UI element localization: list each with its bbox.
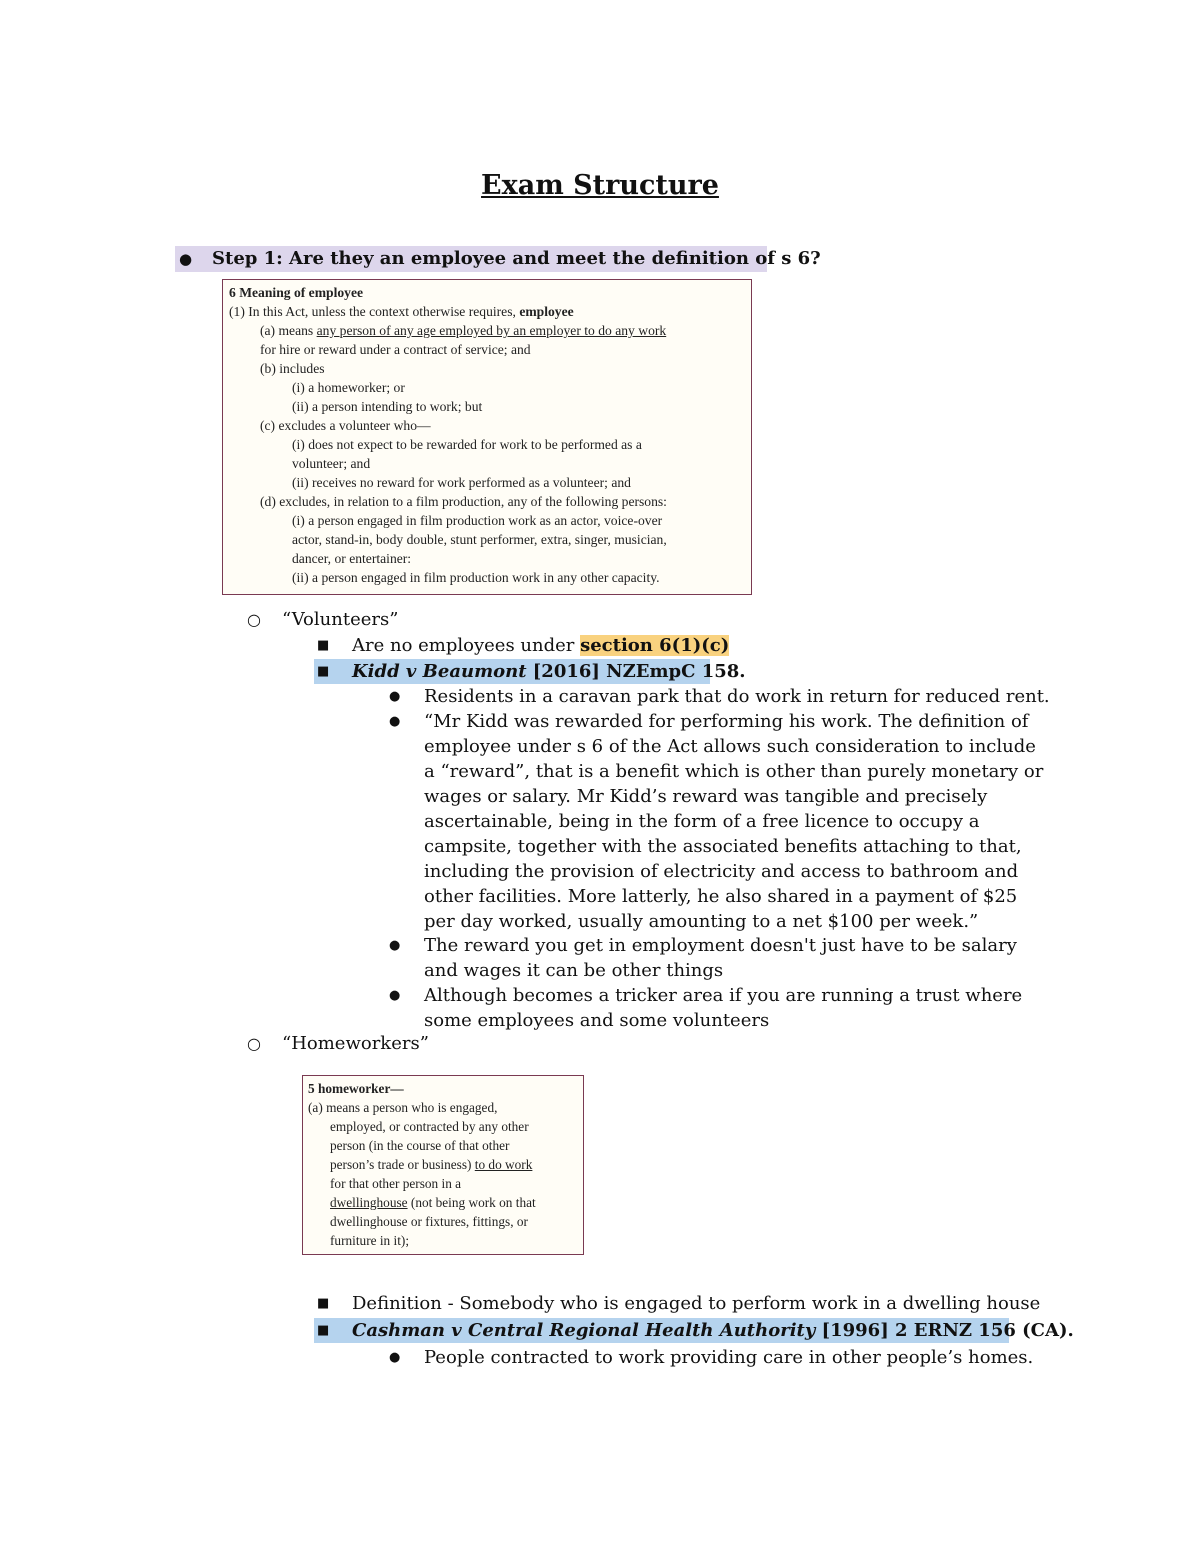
bullet-icon: ● bbox=[179, 250, 193, 268]
square-bullet-icon: ■ bbox=[317, 638, 330, 653]
case-kidd-v-beaumont: Kidd v Beaumont [2016] NZEmpC 158. bbox=[352, 661, 746, 682]
step-1-heading bbox=[175, 246, 821, 272]
dot-bullet-icon: ● bbox=[389, 988, 401, 1003]
hollow-bullet-icon: ○ bbox=[247, 610, 261, 629]
dot-bullet-icon: ● bbox=[389, 938, 401, 953]
s6-line-d-ii: (ii) a person engaged in film production work in any other capacity. bbox=[292, 570, 660, 585]
square-bullet-icon: ■ bbox=[317, 1323, 330, 1338]
s6-line-d: (d) excludes, in relation to a film production, any of the following persons: bbox=[260, 494, 667, 509]
dot-bullet-icon: ● bbox=[389, 714, 401, 729]
volunteers-item-section: Are no employees under section 6(1)(c) bbox=[352, 635, 730, 656]
s6-line-d-i-cont: actor, stand-in, body double, stunt performer, extra, singer, musician, bbox=[292, 532, 667, 547]
volunteers-point-2: “Mr Kidd was rewarded for performing his work. The definition of employee under s 6 of the Act allows such consideration to include a “reward”, that is a benefit which is other than purely monetary or wages or salary. Mr Kidd’s reward was tangible and precisely ascertainable, being in the form of a free licence to occupy a campsite, together with the associated benefits attaching to that, including the provision of electricity and access to bathroom and other facilities. More latterly, he also shared in a payment of $25 per day worked, usually amounting to a net $100 per week.” bbox=[424, 711, 1044, 932]
s6-line-c: (c) excludes a volunteer who— bbox=[260, 418, 431, 433]
homeworkers-point-1: People contracted to work providing care in other people’s homes. bbox=[424, 1347, 1034, 1368]
section-6-excerpt bbox=[222, 279, 752, 595]
volunteers-label: “Volunteers” bbox=[282, 609, 399, 630]
volunteers-point-1: Residents in a caravan park that do work in return for reduced rent. bbox=[424, 686, 1050, 707]
s6-line-b: (b) includes bbox=[260, 361, 325, 376]
s6-line-b-ii: (ii) a person intending to work; but bbox=[292, 399, 483, 414]
section-5-excerpt bbox=[302, 1075, 584, 1255]
s6-line-a-cont: for hire or reward under a contract of service; and bbox=[260, 342, 531, 357]
s5-line-1: (a) means a person who is engaged, bbox=[308, 1100, 498, 1115]
s5-line-7: dwellinghouse or fixtures, fittings, or bbox=[330, 1214, 528, 1229]
homeworkers-definition: Definition - Somebody who is engaged to perform work in a dwelling house bbox=[352, 1293, 1041, 1314]
s6-line-c-ii: (ii) receives no reward for work performed as a volunteer; and bbox=[292, 475, 631, 490]
square-bullet-icon: ■ bbox=[317, 664, 330, 679]
page-title: Exam Structure bbox=[481, 170, 719, 201]
s6-line-c-i: (i) does not expect to be rewarded for work to be performed as a bbox=[292, 437, 642, 452]
volunteers-point-3: The reward you get in employment doesn't just have to be salary and wages it can be other things bbox=[424, 935, 1017, 981]
dot-bullet-icon: ● bbox=[389, 689, 401, 704]
s5-line-5: for that other person in a bbox=[330, 1176, 462, 1191]
s5-line-2: employed, or contracted by any other bbox=[330, 1119, 529, 1134]
s5-line-3: person (in the course of that other bbox=[330, 1138, 510, 1153]
s6-line-b-i: (i) a homeworker; or bbox=[292, 380, 405, 395]
s6-line-d-i-cont-2: dancer, or entertainer: bbox=[292, 551, 412, 566]
volunteers-point-4: Although becomes a tricker area if you are running a trust where some employees and some volunteers bbox=[424, 985, 1023, 1031]
step-1-text: Step 1: Are they an employee and meet the definition of s 6? bbox=[212, 248, 821, 269]
s5-line-8: furniture in it); bbox=[330, 1233, 410, 1248]
hollow-bullet-icon: ○ bbox=[247, 1034, 261, 1053]
s6-line-1: (1) In this Act, unless the context otherwise requires, employee bbox=[229, 304, 574, 319]
s6-line-d-i: (i) a person engaged in film production work as an actor, voice-over bbox=[292, 513, 663, 528]
square-bullet-icon: ■ bbox=[317, 1296, 330, 1311]
dot-bullet-icon: ● bbox=[389, 1350, 401, 1365]
s6-line-c-i-cont: volunteer; and bbox=[292, 456, 371, 471]
section-reference: section 6(1)(c) bbox=[580, 635, 730, 656]
s6-heading: 6 Meaning of employee bbox=[229, 285, 364, 300]
s6-line-a: (a) means any person of any age employed by an employer to do any work bbox=[260, 323, 667, 338]
homeworkers-label: “Homeworkers” bbox=[282, 1033, 429, 1054]
s5-line-4: person’s trade or business) to do work bbox=[330, 1157, 533, 1172]
s5-heading: 5 homeworker— bbox=[308, 1081, 404, 1096]
s5-line-6: dwellinghouse (not being work on that bbox=[330, 1195, 536, 1210]
case-cashman: Cashman v Central Regional Health Authority [1996] 2 ERNZ 156 (CA). bbox=[352, 1320, 1074, 1341]
